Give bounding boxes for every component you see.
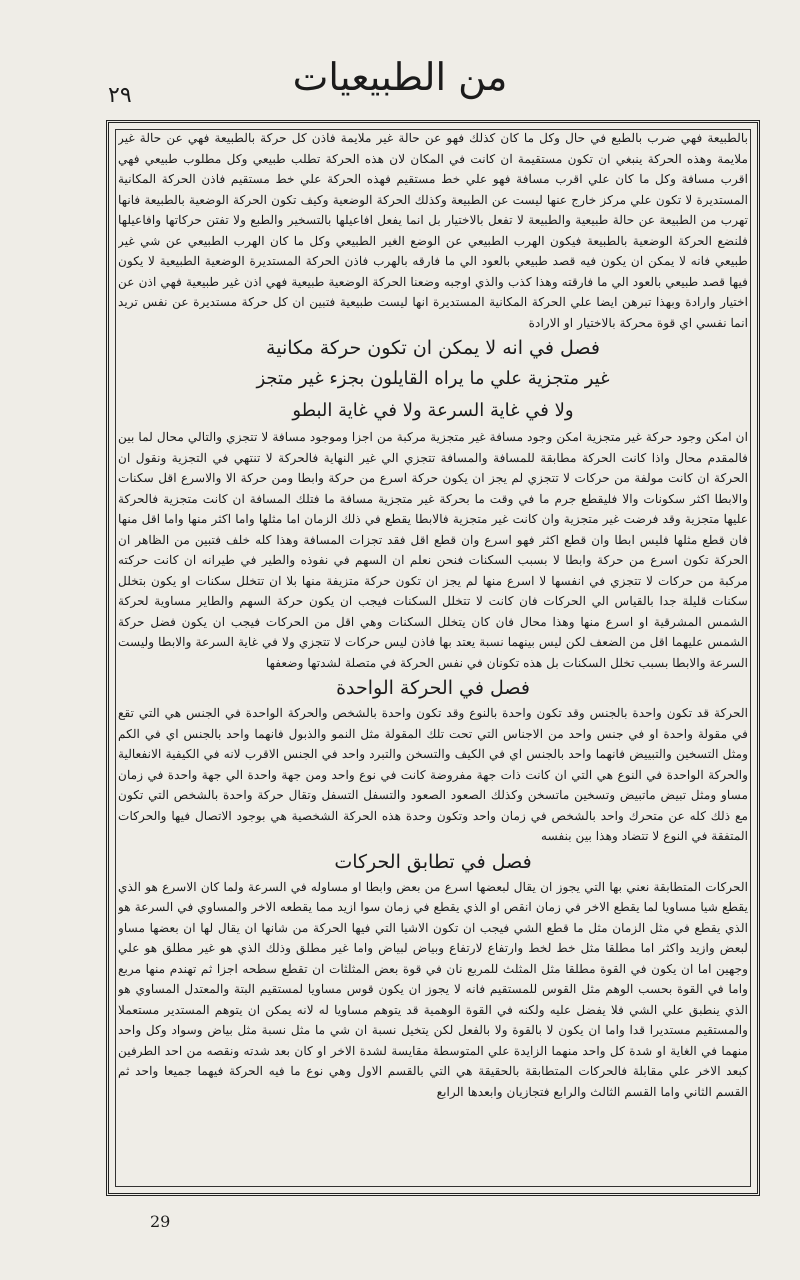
section-heading-1: فصل في انه لا يمكن ان تكون حركة مكانية (266, 337, 600, 359)
section1-paragraph: ان امكن وجود حركة غير متجزية امكن وجود مسافة غير متجزية مركبة من اجزا وموجود مسافة لا تتجزي والتالي محال لما بين فالمقدم محال واذا كانت الحركة مطابقة للمسافة والمسافة تتجزي الي غير النهاية فالحركة لا تنتهي في التجزية ونقول ان الحركة ان كانت مولفة من حركات لا تتجزي لم يجز ان يكون حركة اسرع من حركة وابطا ومن حركة الا والاسرع اقل سكنات والابطا اكثر سكونات والا فليقطع جرم ما في وقت ما بحركة غير متجزية مسافة ما فتلك المسافة ان كانت متجزية فالحركة عليها متجزية وقد فرضت غير متجزية وان كانت غير متجزية فالابطا يقطع في ذلك الزمان اما مثلها واما اكثر منها واما اقل منها فان قطع مثلها فليس ابطا وان قطع اكثر فهو اسرع وان قطع اقل فقد تجزات المسافة وهذا كله خلف فتبين من الظاهر ان الحركة تكون اسرع من حركة وابطا لا بسبب السكنات فنحن نعلم ان السهم في نفوذه والطير في طيرانه ان كانت حركته مركبة من حركات لا تتجزي في انفسها لا اسرع منها لم يجز ان تكون حركة متزيفة منها بلا ان تتخلل سكنات او يكون بتخلل سكنات قليلة جدا بالقياس الي الحركات فان كانت لا تتخلل السكنات فيجب ان يكون حركة السهم والطاير مساوية لحركة الشمس المشرقية او اسرع منها وهذا محال فان كان يتخلل السكنات وهي اقل من الحركات فيجب ان يكون فضل حركة الشمس عليهما اقل من الضعف لكن ليس بينهما نسبة يعتد بها فاذن ليس حركات لا تتجزي ولا في غاية السرعة والابطا وليست السرعة والابطا بسبب تخلل السكنات بل هذه تكونان في نفس الحركة في متصلة لشدتها وضعفها (118, 430, 748, 670)
section-subheading-1: غير متجزية علي ما يراه القايلون بجزء غير متجز (256, 368, 610, 389)
page-header (0, 55, 800, 115)
section-subheading-2: ولا في غاية السرعة ولا في غاية البطو (292, 400, 574, 421)
section3-paragraph: الحركات المتطابقة نعني بها التي يجوز ان يقال لبعضها اسرع من بعض وابطا او مساوله في السرعة ولما كان الاسرع هو الذي يقطع شيا مساويا لما يقطع الاخر في زمان انقص او الذي يقطع في زمان سوا ازيد مما يقطعه الاخر والمساوي في السرعة هو الذي يقطع في مثل الزمان مثل ما قطع الشي فيجب ان تكون الاشيا التي فيها الحركة من شانها ان يقال لها ان بعضها مساو لبعض وازيد واكثر اما مطلقا مثل خط لخط وارتفاع لارتفاع وبياض لبياض واما غير مطلق وذلك الذي هو غير مطلق هو علي وجهين اما ان يكون في القوة مطلقا مثل المثلث للمربع نان في قوة بعض المثلثات ان تقطع سطحه اجزا ثم تهندم منها مربع واما في القوة بحسب الوهم مثل القوس للمستقيم فانه لا يجوز ان يكون قوس مساويا لمستقيم البتة والمعتدل المساوي هو الذي ينطبق علي الشي فلا يفضل عليه ولكنه في القوة الوهمية قد يتوهم مساويا له لانه يمكن ان يتوهم المستدير مستعملا والمستقيم مستديرا قدا واما ان يكون لا بالقوة ولا بالفعل لكن يتخيل نسبة ان شي ما مثل نسبة مثل بياض وسواد وكل واحد منهما في الغاية او شدة كل واحد منهما الزايدة علي المتوسطة مقايسة لشدة الاخر او كان بعد شدته ونقصه من احد الطرفين كبعد الاخر علي مقابلة فالحركات المتطابقة بالحقيقة هي التي بالقسم الاول وهي نوع ما فيه الحركة فيهما جميعا واحد ثم القسم الثاني واما القسم الثالث والرابع فتجازيان وابعدها الرابع (118, 879, 748, 1099)
main-text-block (118, 128, 748, 1188)
page-number-arabic: ٢٩ (108, 83, 132, 108)
section-heading-2: فصل في الحركة الواحدة (336, 677, 530, 699)
running-title: من الطبيعيات (292, 55, 508, 99)
intro-paragraph: بالطبيعة فهي ضرب بالطبع في حال وكل ما كان كذلك فهو عن حالة غير ملايمة فاذن كل حركة بالطبيعة فهي عن حالة غير ملايمة وهذه الحركة ينبغي ان تكون مستقيمة ان كانت في المكان لان هذه الحركة تطلب طبيعي وكل مطلوب طبيعي فهي اقرب مسافة وكل ما كان علي اقرب مسافة فهو علي خط مستقيم فهذه الحركة علي خط مستقيم فاذن الحركة المكانية المستديرة لا تكون علي مركز خارج عنها ليست عن الطبيعة وكذلك الحركة الوضعية وكيف تكون الحركة الوضعية بالطبيعة فانها تهرب من الطبيعة عن حالة طبيعية والطبيعة لا تفعل بالاختيار بل انما يفعل افاعيلها بالتسخير والطبع ولا تفتن حركاتها وافاعيلها فلنضع الحركة الوضعية بالطبيعة فيكون الهرب الطبيعي عن الوضع الغير الطبيعي وكل ما كان الهرب الطبيعي عن شي غير طبيعي فانه لا يمكن ان يكون فيه قصد طبيعي بالعود الي ما فارقه بالهرب فاذن الحركة المستديرة الوضعية الطبيعية لا يكون فيها قصد طبيعي بالعود الي ما فارقته وهذا كذب والذي اوجبه وضعنا الحركة الوضعية طبيعية فهي اذن غير طبيعية فهي اذن عن اختيار وارادة وبهذا تبرهن ايضا علي الحركة المكانية المستديرة انها ليست طبيعية فتبين ان كل حركة مستديرة عن نفس تريد انما نفسي اي قوة محركة بالاختيار او الارادة (118, 131, 748, 330)
section2-paragraph: الحركة قد تكون واحدة بالجنس وقد تكون واحدة بالنوع وقد تكون واحدة بالشخص والحركة الواحدة في الجنس هي التي تقع في مقولة واحدة او في جنس واحد من الاجناس التي تحت تلك المقولة مثل النمو والذبول فانهما واحد بالجنس اي في الكم ومثل التسخين والتبييض فانهما واحد بالجنس اي في الكيف والتسخن والتبرد واحد في الجنس الاقرب لانه في الكيفية الانفعالية والحركة الواحدة في النوع هي التي ان كانت ذات جهة مفروضة كانت في نوع واحد ومن جهة واحدة الي جهة واحدة في زمان مساو ومثل تبيض ماتبيض وتسخين ماتسخن وكذلك الصعود الصعود والتسفل التسفل وتقال حركة واحدة بالشخص التي تكون مع ذلك كله عن متحرك واحد بالشخص في زمان واحد وتكون وحدة هذه الحركة الشخصية هي بوجود الاتصال فيها والحركات المتفقة في النوع لا تتضاد وهذا بين بنفسه (118, 706, 748, 843)
page-number-footer: 29 (150, 1212, 171, 1231)
section-heading-3: فصل في تطابق الحركات (334, 850, 532, 873)
